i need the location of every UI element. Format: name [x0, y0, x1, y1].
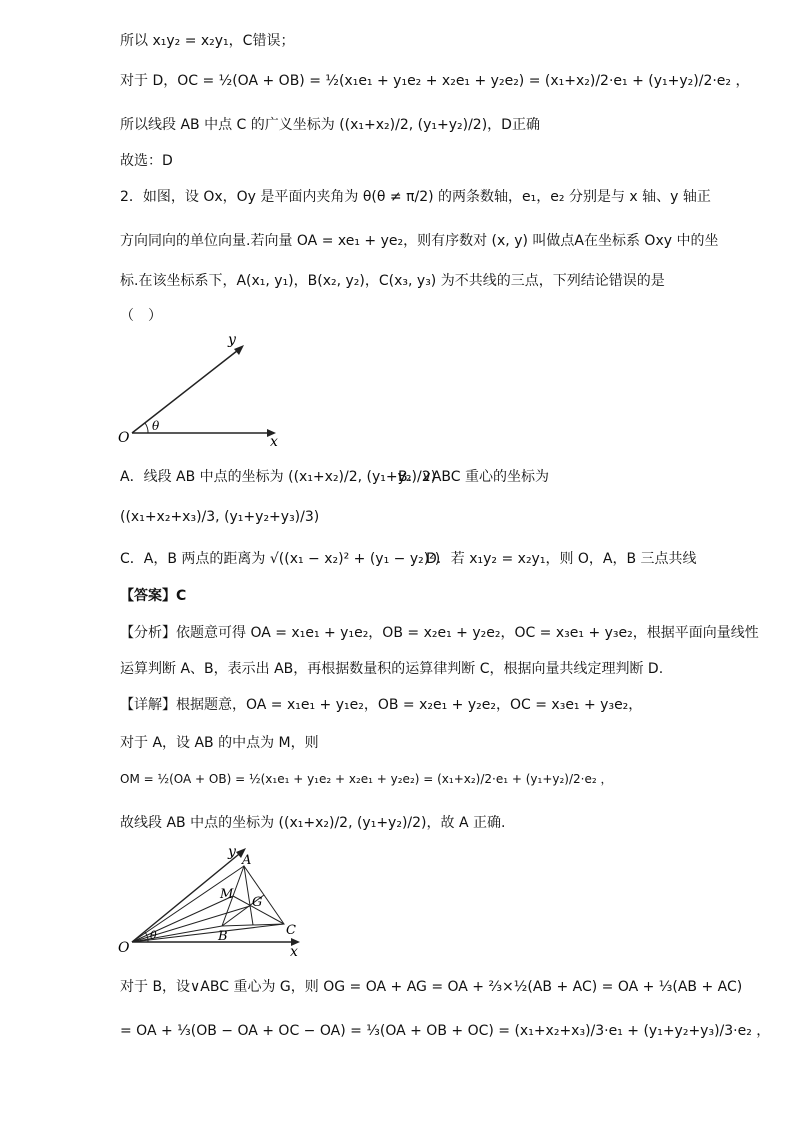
theta-label: θ	[152, 419, 160, 433]
answer-line: 【答案】C	[120, 588, 187, 604]
analysis-line: 运算判断 A、B，表示出 AB，再根据数量积的运算律判断 C，根据向量共线定理判断 D.	[120, 661, 664, 677]
point-A-label: A	[242, 853, 252, 868]
analysis-line: 【分析】依题意可得 OA = x₁e₁ + y₁e₂，OB = x₂e₁ + y₂e₂，OC = x₃e₁ + y₃e₂，根据平面向量线性	[120, 625, 759, 641]
y-label: y	[228, 332, 236, 348]
text-line: 故选：D	[120, 153, 173, 169]
question-line: 标.在该坐标系下，A(x₁, y₁)，B(x₂, y₂)，C(x₃, y₃) 为不共线的三点，下列结论错误的是	[120, 273, 665, 289]
option-b: B．∨ABC 重心的坐标为	[398, 469, 550, 485]
centroid-figure	[112, 842, 312, 960]
angle-arc	[145, 423, 148, 433]
origin-label: O	[118, 940, 130, 956]
axes-figure	[110, 330, 300, 450]
text-line: 所以 x₁y₂ = x₂y₁，C错误；	[120, 33, 295, 49]
point-G-label: G	[252, 895, 263, 910]
question-line: （ ）	[120, 308, 162, 324]
y-axis	[132, 347, 242, 433]
y-label: y	[228, 844, 236, 860]
question-line: 2．如图，设 Ox，Oy 是平面内夹角为 θ(θ ≠ π/2) 的两条数轴，e₁，e₂ 分别是与 x 轴、y 轴正	[120, 189, 711, 205]
text-line: 对于 D，OC = ½(OA + OB) = ½(x₁e₁ + y₁e₂ + x₂e₁ + y₂e₂) = (x₁+x₂)/2·e₁ + (y₁+y₂)/2·e₂ ，	[120, 73, 750, 89]
question-line: 方向同向的单位向量.若向量 OA = xe₁ + ye₂，则有序数对 (x, y) 叫做点A在坐标系 Oxy 中的坐	[120, 233, 719, 249]
option-c: C．A，B 两点的距离为 √((x₁ − x₂)² + (y₁ − y₂)²)	[120, 551, 441, 567]
option-d: D．若 x₁y₂ = x₂y₁，则 O，A，B 三点共线	[426, 551, 697, 567]
point-B-label: B	[218, 929, 228, 944]
point-C-label: C	[286, 923, 296, 938]
origin-label: O	[118, 430, 130, 446]
text-line: 所以线段 AB 中点 C 的广义坐标为 ((x₁+x₂)/2, (y₁+y₂)/2)，D正确	[120, 117, 540, 133]
detail-line: 对于 B，设∨ABC 重心为 G，则 OG = OA + AG = OA + ⅔×½(AB + AC) = OA + ⅓(AB + AC)	[120, 979, 743, 995]
option-b-value: ((x₁+x₂+x₃)/3, (y₁+y₂+y₃)/3)	[120, 509, 320, 525]
theta-label: θ	[150, 929, 157, 942]
x-label: x	[290, 944, 298, 960]
detail-line: 故线段 AB 中点的坐标为 ((x₁+x₂)/2, (y₁+y₂)/2)，故 A 正确.	[120, 815, 506, 831]
x-label: x	[270, 434, 278, 450]
detail-line: 对于 A，设 AB 的中点为 M，则	[120, 735, 319, 751]
option-a: A．线段 AB 中点的坐标为 ((x₁+x₂)/2, (y₁+y₂)/2)	[120, 469, 437, 485]
detail-line: = OA + ⅓(OB − OA + OC − OA) = ⅓(OA + OB + OC) = (x₁+x₂+x₃)/3·e₁ + (y₁+y₂+y₃)/3·e₂ ，	[120, 1023, 771, 1039]
detail-line: OM = ½(OA + OB) = ½(x₁e₁ + y₁e₂ + x₂e₁ + y₂e₂) = (x₁+x₂)/2·e₁ + (y₁+y₂)/2·e₂ ，	[120, 772, 613, 786]
detail-line: 【详解】根据题意，OA = x₁e₁ + y₁e₂，OB = x₂e₁ + y₂e₂，OC = x₃e₁ + y₃e₂，	[120, 697, 643, 713]
point-M-label: M	[220, 887, 234, 902]
